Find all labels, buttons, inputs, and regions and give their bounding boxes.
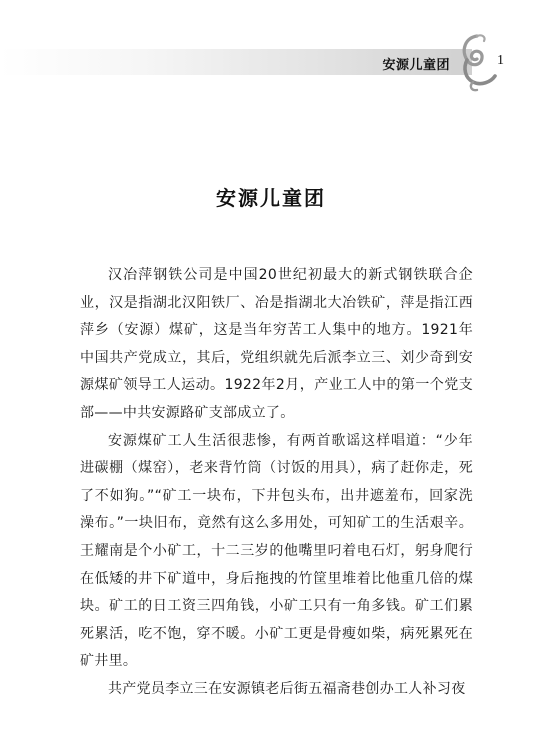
paragraph: 汉冶萍钢铁公司是中国20世纪初最大的新式钢铁联合企业，汉是指湖北汉阳铁厂、冶是指湖北大冶铁矿，萍是指江西萍乡（安源）煤矿，这是当年穷苦工人集中的地方。1921年中国共产党成立，其后，党组织就先后派李立三、刘少奇到安源煤矿领导工人运动。1922年2月，产业工人中的第一个党支部——中共安源路矿支部成立了。 — [80, 267, 473, 421]
body-text — [80, 262, 473, 704]
running-header-title: 安源儿童团 — [382, 58, 450, 73]
paragraph: 共产党员李立三在安源镇老后街五福斋巷创办工人补习夜 — [108, 680, 466, 697]
chapter-title: 安源儿童团 — [216, 186, 326, 210]
decorative-swirl-icon — [455, 30, 499, 94]
page-number: 1 — [497, 53, 504, 68]
paragraph: 安源煤矿工人生活很悲惨，有两首歌谣这样唱道：“少年进碳棚（煤窑），老来背竹筒（讨饭的用具），病了赶你走，死了不如狗。”“矿工一块布，下井包头布，出井遮羞布，回家洗澡布。”一块旧布，竟然有这么多用处，可知矿工的生活艰辛。王耀南是个小矿工，十二三岁的他嘴里叼着电石灯，躬身爬行在低矮的井下矿道中，身后拖拽的竹筐里堆着比他重几倍的煤块。矿工的日工资三四角钱，小矿工只有一角多钱。矿工们累死累活，吃不饱，穿不暖。小矿工更是骨瘦如柴，病死累死在矿井里。 — [80, 432, 473, 670]
